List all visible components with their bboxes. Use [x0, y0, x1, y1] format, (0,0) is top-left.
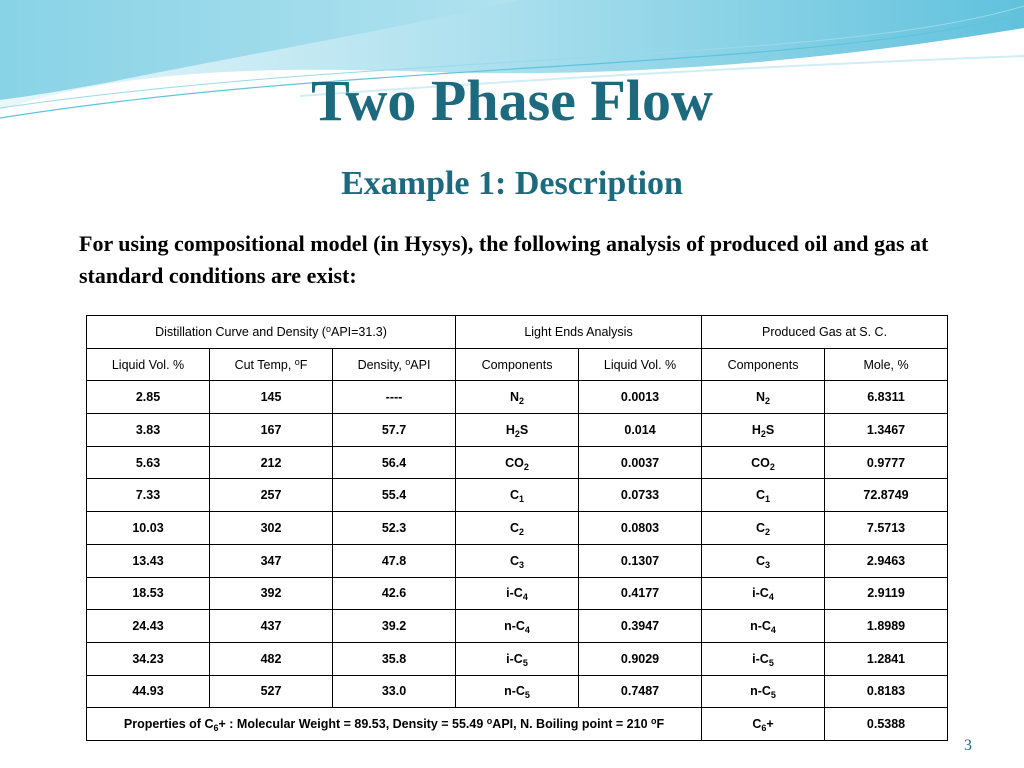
column-header-row — [87, 348, 948, 381]
table-row — [87, 544, 948, 577]
col-components: Components — [456, 348, 579, 381]
light-liquid-vol-cell: 0.014 — [579, 414, 702, 447]
component-cell: $C_2$ — [456, 512, 579, 545]
component-cell: $CO_2$ — [456, 446, 579, 479]
liquid-vol-cell: 5.63 — [87, 446, 210, 479]
gas-component-cell: $i-C_4$ — [702, 577, 825, 610]
mole-cell: 0.8183 — [825, 675, 948, 708]
density-cell: 52.3 — [333, 512, 456, 545]
mole-cell: 72.8749 — [825, 479, 948, 512]
component-cell: $H_2S$ — [456, 414, 579, 447]
density-cell: 56.4 — [333, 446, 456, 479]
properties-cell: Properties of $C_6+$ : Molecular Weight = 89.53, Density = 55.49 $^o$API, N. Boiling point = 210 $^o$F — [87, 708, 702, 741]
liquid-vol-cell: 10.03 — [87, 512, 210, 545]
intro-paragraph: For using compositional model (in Hysys), the following analysis of produced oil and gas at standard conditions are exist: — [79, 231, 929, 288]
light-liquid-vol-cell: 0.3947 — [579, 610, 702, 643]
mole-cell: 1.8989 — [825, 610, 948, 643]
page-number: 3 — [964, 737, 972, 754]
cut-temp-cell: 257 — [210, 479, 333, 512]
table-row — [87, 381, 948, 414]
gas-component-cell: $n-C_5$ — [702, 675, 825, 708]
cut-temp-cell: 212 — [210, 446, 333, 479]
table-row — [87, 446, 948, 479]
cut-temp-cell: 347 — [210, 544, 333, 577]
table-row — [87, 610, 948, 643]
light-liquid-vol-cell: 0.1307 — [579, 544, 702, 577]
mole-cell: 6.8311 — [825, 381, 948, 414]
liquid-vol-cell: 44.93 — [87, 675, 210, 708]
mole-cell: 0.5388 — [825, 708, 948, 741]
cut-temp-cell: 527 — [210, 675, 333, 708]
component-cell: $i-C_4$ — [456, 577, 579, 610]
table-row — [87, 479, 948, 512]
distillation-header: Distillation Curve and Density ($^o$API=31.3) — [87, 316, 456, 349]
mole-cell: 0.9777 — [825, 446, 948, 479]
slide-subtitle: Example 1: Description — [341, 165, 683, 202]
gas-component-cell: $CO_2$ — [702, 446, 825, 479]
gas-component-cell: $C_1$ — [702, 479, 825, 512]
liquid-vol-cell: 24.43 — [87, 610, 210, 643]
properties-row — [87, 708, 948, 741]
density-cell: 57.7 — [333, 414, 456, 447]
density-cell: 33.0 — [333, 675, 456, 708]
mole-cell: 7.5713 — [825, 512, 948, 545]
col-light-liquid-vol: Liquid Vol. % — [579, 348, 702, 381]
table-row — [87, 642, 948, 675]
gas-component-cell: $C_2$ — [702, 512, 825, 545]
component-cell: $n-C_4$ — [456, 610, 579, 643]
light-liquid-vol-cell: 0.0733 — [579, 479, 702, 512]
density-cell: 42.6 — [333, 577, 456, 610]
component-cell: $i-C_5$ — [456, 642, 579, 675]
light-liquid-vol-cell: 0.9029 — [579, 642, 702, 675]
cut-temp-cell: 302 — [210, 512, 333, 545]
table-row — [87, 577, 948, 610]
table-row — [87, 512, 948, 545]
table-row — [87, 414, 948, 447]
component-cell: $C_1$ — [456, 479, 579, 512]
liquid-vol-cell: 13.43 — [87, 544, 210, 577]
produced-gas-header: Produced Gas at S. C. — [702, 316, 948, 349]
cut-temp-cell: 167 — [210, 414, 333, 447]
light-liquid-vol-cell: 0.7487 — [579, 675, 702, 708]
light-liquid-vol-cell: 0.4177 — [579, 577, 702, 610]
cut-temp-cell: 482 — [210, 642, 333, 675]
liquid-vol-cell: 3.83 — [87, 414, 210, 447]
component-cell: $C_3$ — [456, 544, 579, 577]
mole-cell: 2.9119 — [825, 577, 948, 610]
light-ends-header: Light Ends Analysis — [456, 316, 702, 349]
density-cell: ---- — [333, 381, 456, 414]
col-cut-temp: Cut Temp, $^o$F — [210, 348, 333, 381]
density-cell: 35.8 — [333, 642, 456, 675]
composition-table — [86, 315, 948, 741]
gas-component-cell: $C_6+$ — [702, 708, 825, 741]
col-mole: Mole, % — [825, 348, 948, 381]
liquid-vol-cell: 18.53 — [87, 577, 210, 610]
table-row — [87, 675, 948, 708]
col-gas-components: Components — [702, 348, 825, 381]
density-cell: 39.2 — [333, 610, 456, 643]
light-liquid-vol-cell: 0.0037 — [579, 446, 702, 479]
mole-cell: 1.3467 — [825, 414, 948, 447]
gas-component-cell: $H_2S$ — [702, 414, 825, 447]
density-cell: 55.4 — [333, 479, 456, 512]
col-liquid-vol: Liquid Vol. % — [87, 348, 210, 381]
gas-component-cell: $i-C_5$ — [702, 642, 825, 675]
mole-cell: 2.9463 — [825, 544, 948, 577]
cut-temp-cell: 145 — [210, 381, 333, 414]
col-density: Density, $^o$API — [333, 348, 456, 381]
gas-component-cell: $C_3$ — [702, 544, 825, 577]
light-liquid-vol-cell: 0.0013 — [579, 381, 702, 414]
component-cell: $n-C_5$ — [456, 675, 579, 708]
slide-title: Two Phase Flow — [311, 68, 713, 133]
liquid-vol-cell: 34.23 — [87, 642, 210, 675]
liquid-vol-cell: 7.33 — [87, 479, 210, 512]
liquid-vol-cell: 2.85 — [87, 381, 210, 414]
cut-temp-cell: 437 — [210, 610, 333, 643]
group-header-row — [87, 316, 948, 349]
component-cell: $N_2$ — [456, 381, 579, 414]
mole-cell: 1.2841 — [825, 642, 948, 675]
cut-temp-cell: 392 — [210, 577, 333, 610]
gas-component-cell: $n-C_4$ — [702, 610, 825, 643]
density-cell: 47.8 — [333, 544, 456, 577]
gas-component-cell: $N_2$ — [702, 381, 825, 414]
light-liquid-vol-cell: 0.0803 — [579, 512, 702, 545]
